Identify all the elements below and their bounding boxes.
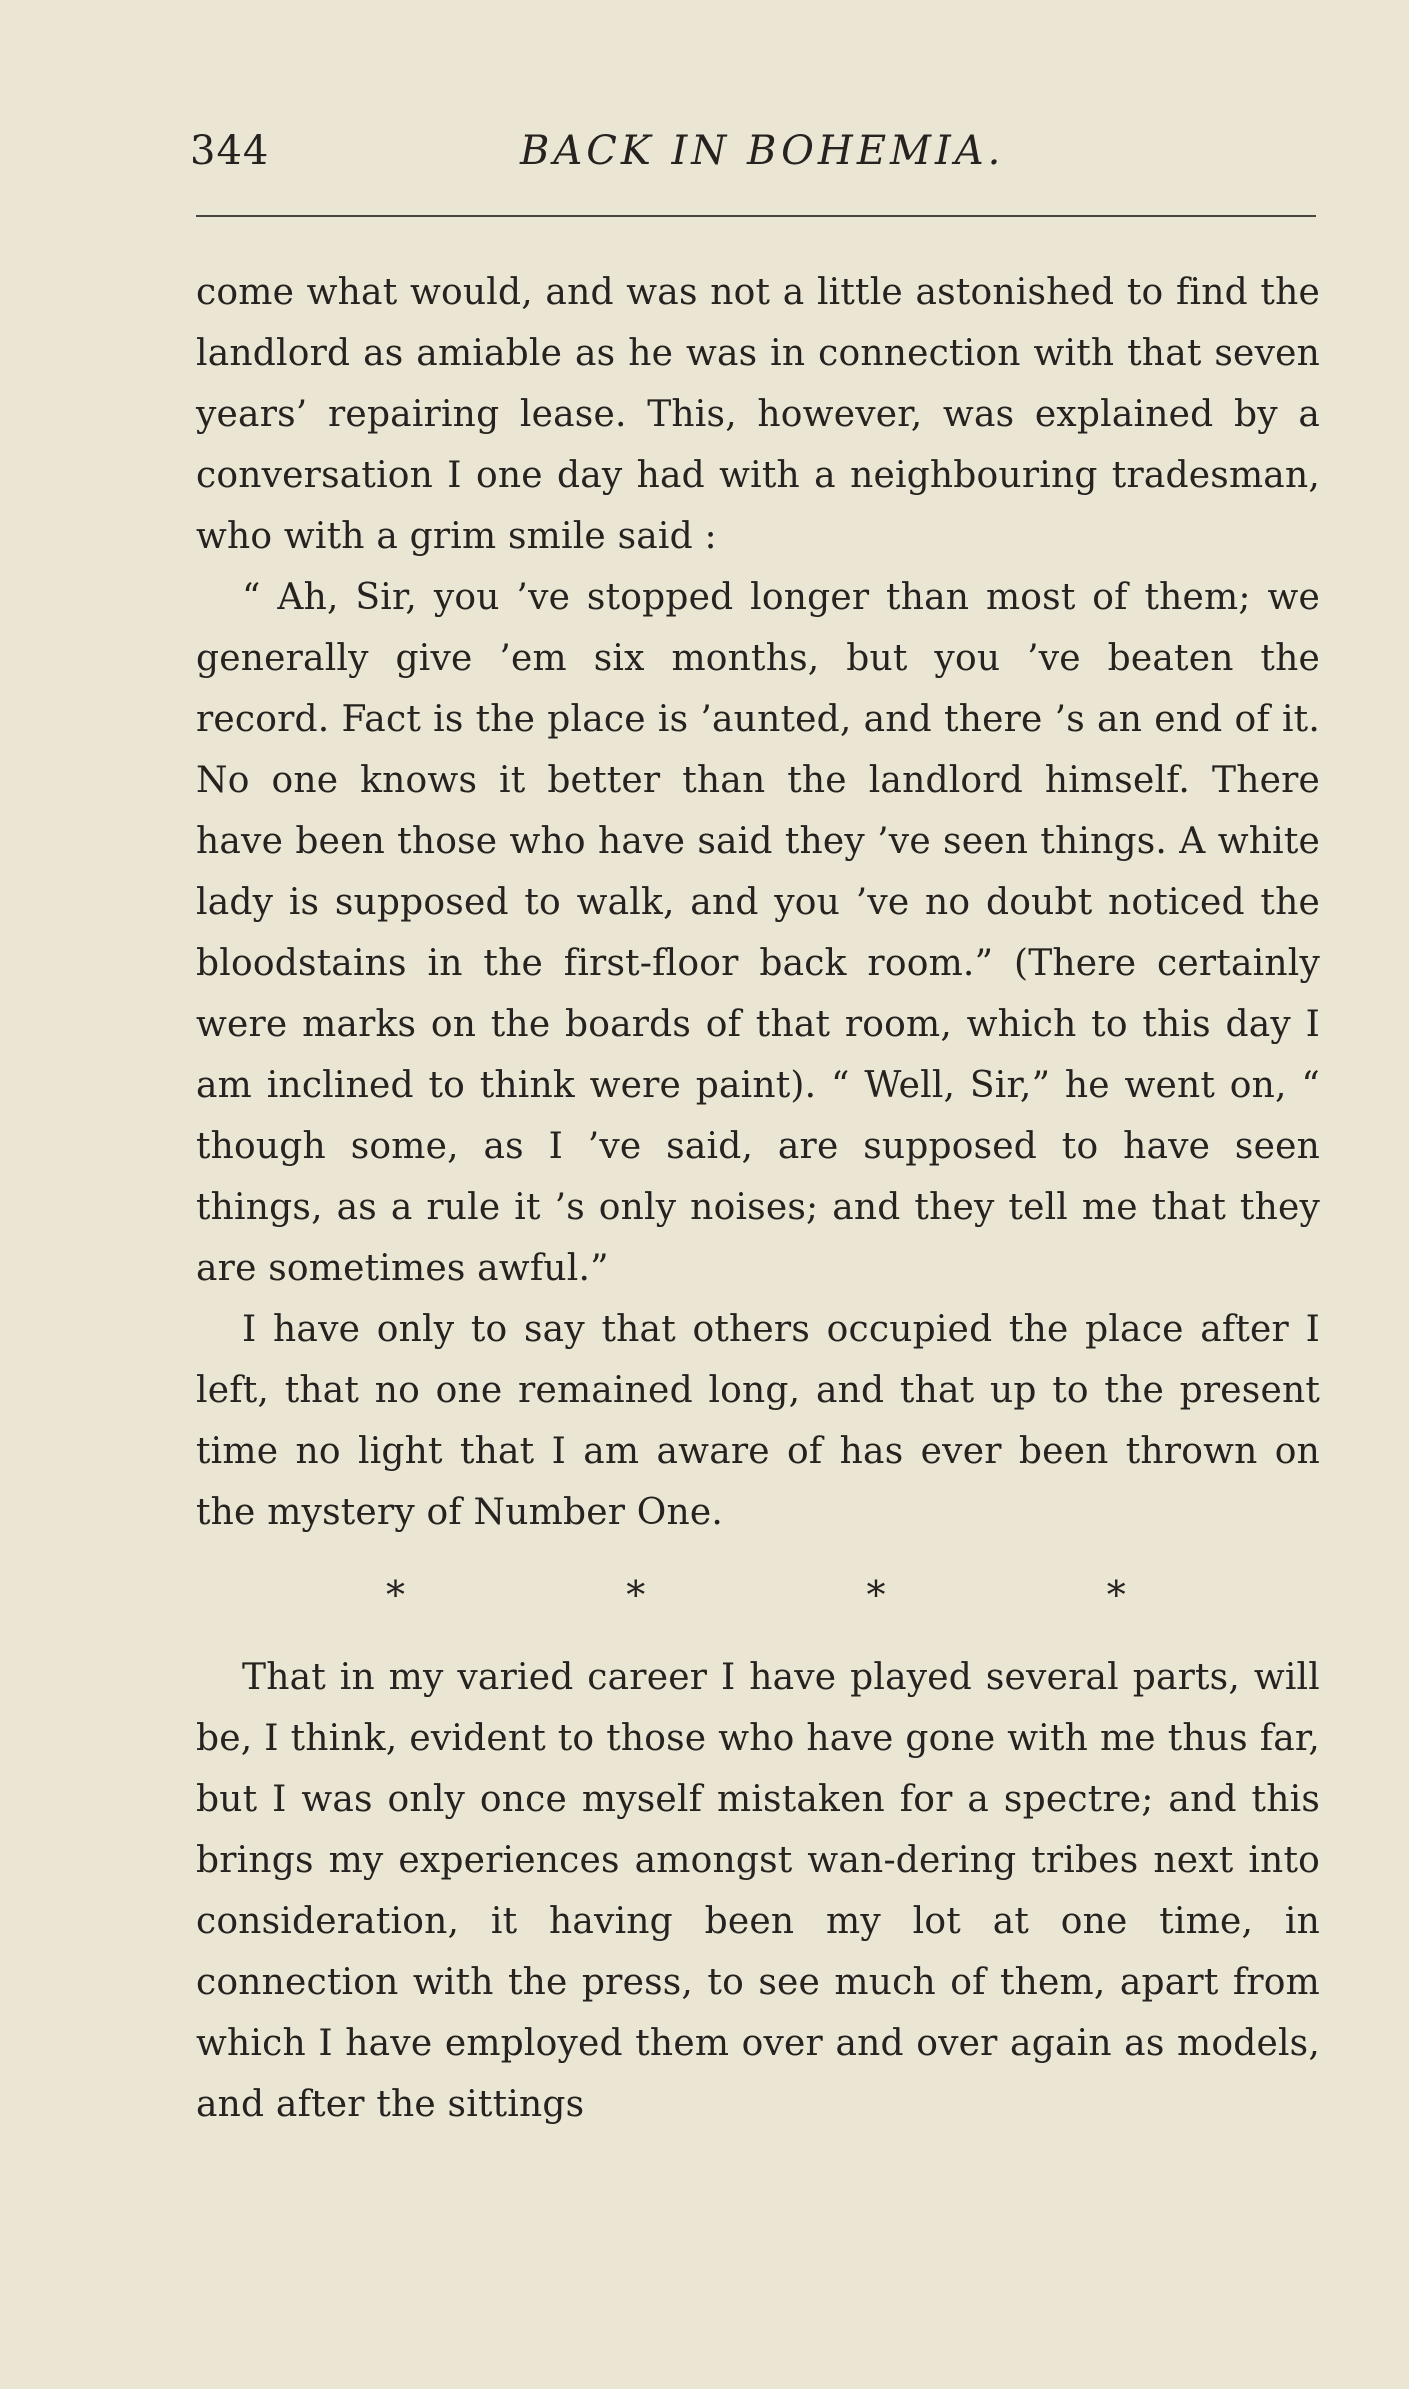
asterisk-4: * xyxy=(1106,1573,1126,1617)
body-text xyxy=(196,262,1320,2135)
page-header xyxy=(190,128,1320,178)
asterisk-3: * xyxy=(866,1573,886,1617)
page-number: 344 xyxy=(190,128,270,174)
asterisk-1: * xyxy=(386,1573,406,1617)
asterisk-2: * xyxy=(626,1573,646,1617)
paragraph-new-section: That in my varied career I have played several parts, will be, I think, evident to those who have gone with me thus far, but I was only once myself mistaken for a spectre; and this brings my experiences amongst wan-dering tribes next into consideration, it having been my lot at one time, in connection with the press, to see much of them, apart from which I have employed them over and over again as models, and after the sittings xyxy=(196,1657,1320,2125)
paragraph-continued: come what would, and was not a little astonished to find the landlord as amiable as he was in connection with that seven years’ repairing lease. This, however, was explained by a conversation I one day had with a neighbouring tradesman, who with a grim smile said : xyxy=(196,272,1320,557)
paragraph-conclusion: I have only to say that others occupied the place after I left, that no one remained long, and that up to the present time no light that I am aware of has ever been thrown on the mystery of Number One. xyxy=(196,1309,1320,1533)
running-title: BACK IN BOHEMIA. xyxy=(520,128,1005,174)
paragraph-dialogue: “ Ah, Sir, you ’ve stopped longer than most of them; we generally give ’em six months, but you ’ve beaten the record. Fact is the place is ’aunted, and there ’s an end of it. No one knows it better than the landlord himself. There have been those who have said they ’ve seen things. A white lady is supposed to walk, and you ’ve no doubt noticed the bloodstains in the first-floor back room.” (There certainly were marks on the boards of that room, which to this day I am inclined to think were paint). “ Well, Sir,” he went on, “ though some, as I ’ve said, are supposed to have seen things, as a rule it ’s only noises; and they tell me that they are sometimes awful.” xyxy=(196,577,1320,1289)
section-separator xyxy=(386,1565,1126,1625)
header-rule xyxy=(196,215,1316,217)
